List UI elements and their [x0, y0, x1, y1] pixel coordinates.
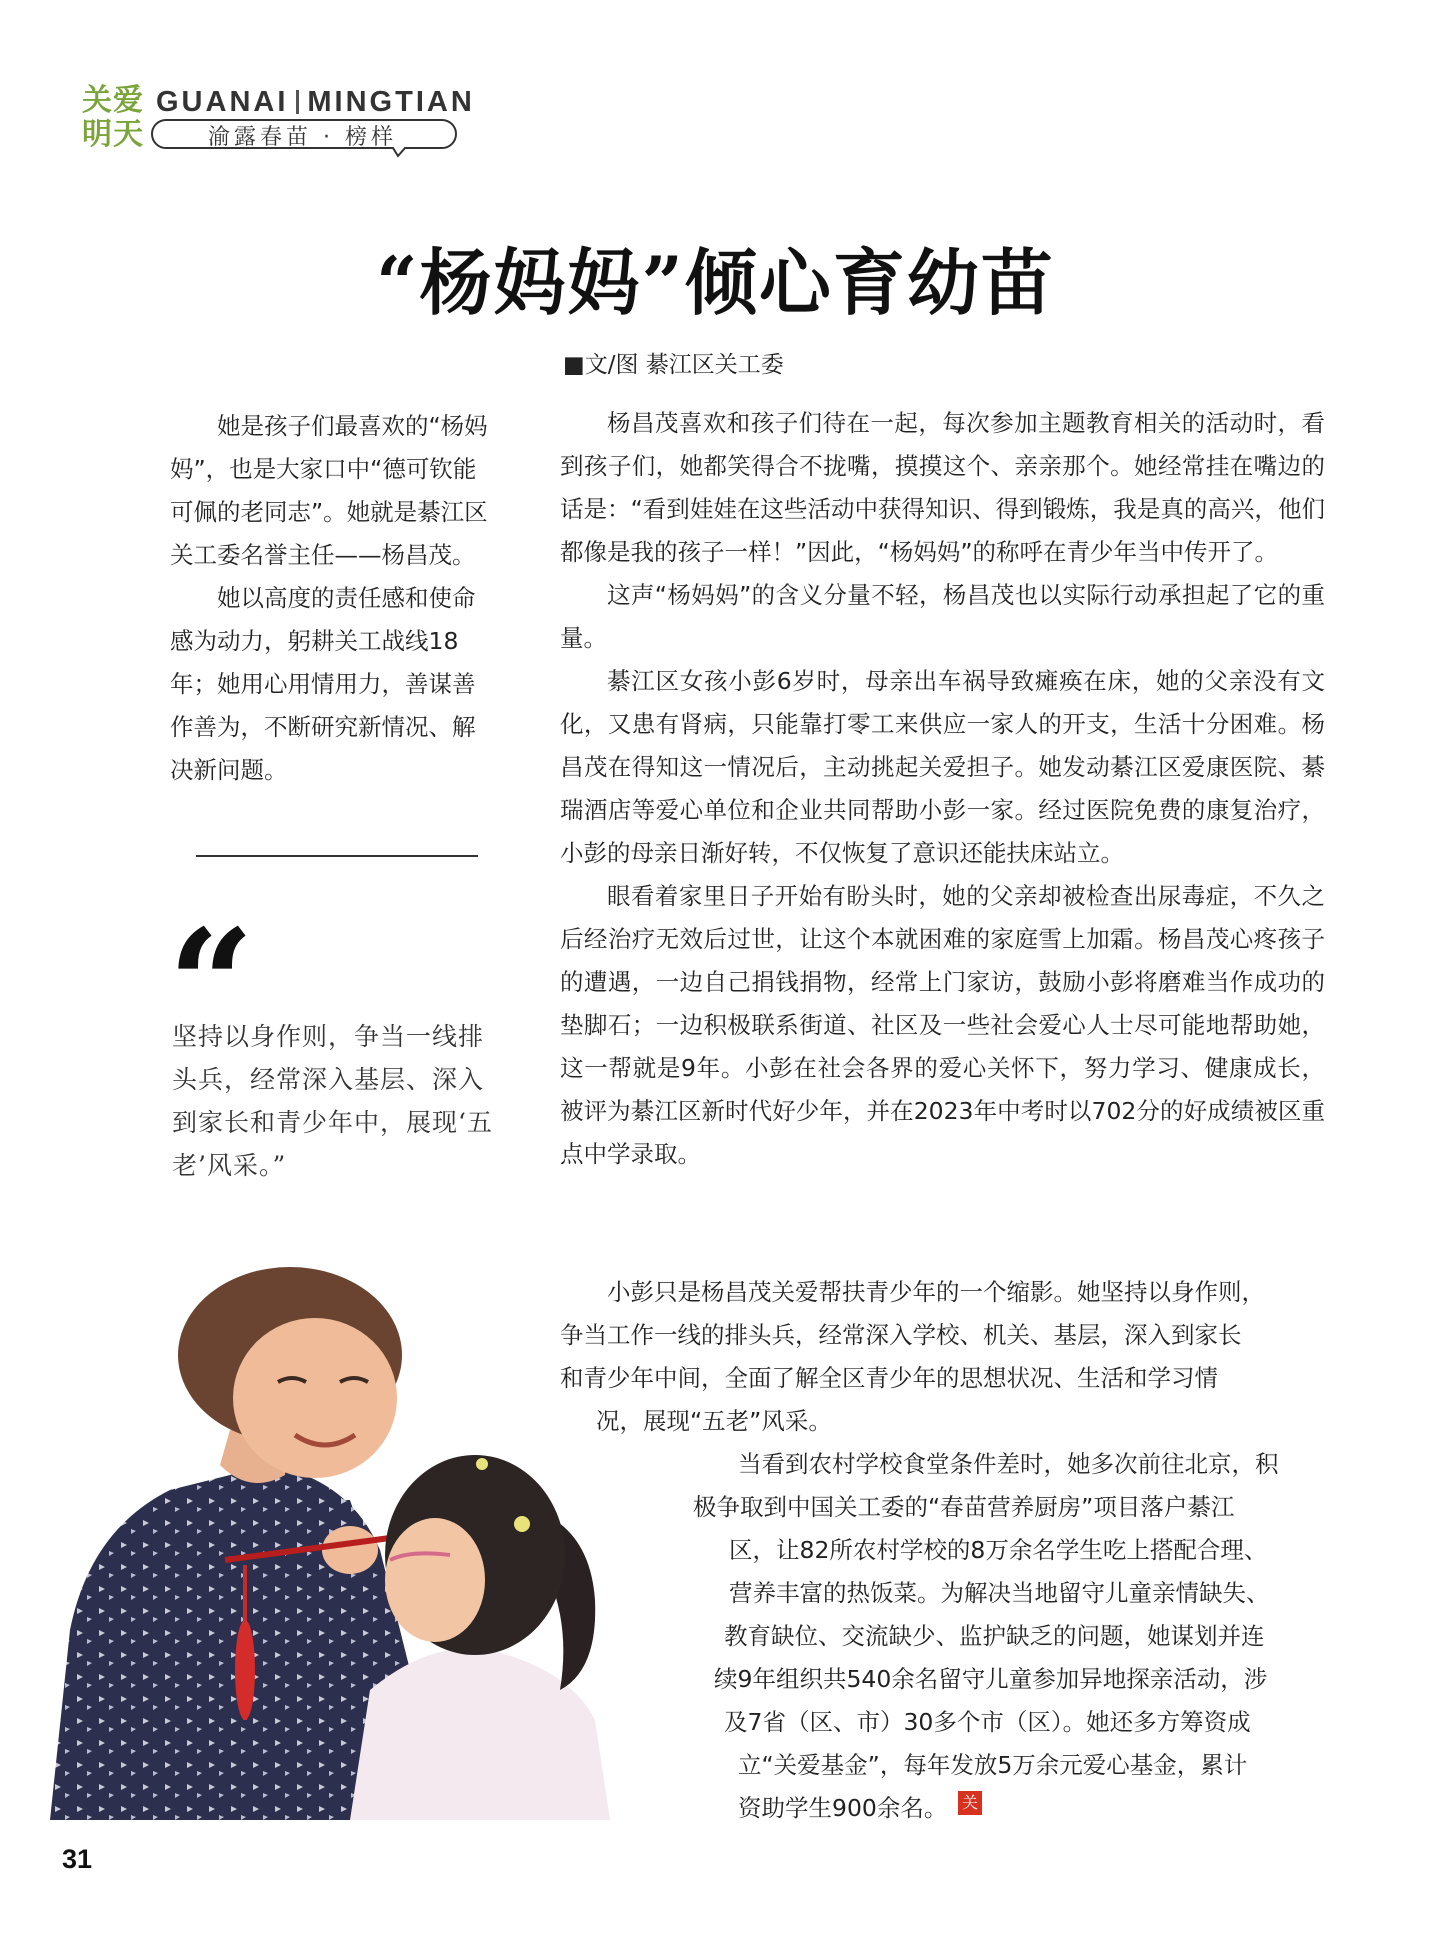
title-separator: [296, 90, 299, 114]
body-line: 及7省（区、市）30多个市（区）。她还多方筹资成: [724, 1708, 1251, 1736]
intro-paragraph: 她是孩子们最喜欢的“杨妈妈”，也是大家口中“德可钦能可佩的老同志”。她就是綦江区关工委名誉主任——杨昌茂。: [170, 412, 488, 569]
body-paragraph: 这声“杨妈妈”的含义分量不轻，杨昌茂也以实际行动承担起了它的重量。: [560, 581, 1325, 652]
column-name: 渝露春苗 · 榜样: [208, 125, 397, 150]
logo-char: 天: [113, 117, 143, 152]
intro-block: [170, 405, 490, 792]
logo-char: 明: [82, 117, 112, 152]
quote-mark-icon: “: [168, 897, 255, 1073]
body-line: 和青少年中间，全面了解全区青少年的思想状况、生活和学习情: [560, 1364, 1218, 1392]
body-line: 资助学生900余名。: [738, 1794, 948, 1822]
body-line: 续9年组织共540余名留守儿童参加异地探亲活动，涉: [714, 1665, 1268, 1693]
pull-quote: 坚持以身作则，争当一线排头兵，经常深入基层、深入到家长和青少年中，展现‘五老’风采。”: [172, 1022, 493, 1180]
body-line: 极争取到中国关工委的“春苗营养厨房”项目落户綦江: [693, 1493, 1235, 1521]
body-line: 当看到农村学校食堂条件差时，她多次前往北京，积: [738, 1450, 1279, 1478]
article-photo: [50, 1250, 710, 1820]
body-line: 营养丰富的热饭菜。为解决当地留守儿童亲情缺失、: [729, 1579, 1270, 1607]
body-line: 区，让82所农村学校的8万余名学生吃上搭配合理、: [729, 1536, 1268, 1564]
body-paragraph: 綦江区女孩小彭6岁时，母亲出车祸导致瘫痪在床，她的父亲没有文化，又患有肾病，只能靠打零工来供应一家人的开支，生活十分困难。杨昌茂在得知这一情况后，主动挑起关爱担子。她发动綦江区爱康医院、綦瑞酒店等爱心单位和企业共同帮助小彭一家。经过医院免费的康复治疗，小彭的母亲日渐好转，不仅恢复了意识还能扶床站立。: [560, 667, 1325, 867]
magazine-logo: [82, 83, 144, 158]
end-mark-icon: 关: [958, 1791, 982, 1815]
divider-line: [196, 855, 478, 857]
body-line: 争当工作一线的排头兵，经常深入学校、机关、基层，深入到家长: [560, 1321, 1242, 1349]
magazine-english-title: [156, 86, 475, 119]
logo-char: 关: [82, 83, 112, 118]
article-title: “杨妈妈”倾心育幼苗: [376, 240, 1055, 325]
intro-paragraph: 她以高度的责任感和使命感为动力，躬耕关工战线18年；她用心用情用力，善谋善作善为，不断研究新情况、解决新问题。: [170, 584, 476, 784]
body-line: 况，展现“五老”风采。: [596, 1407, 832, 1435]
logo-char: 爱: [113, 83, 143, 118]
body-line: 教育缺位、交流缺少、监护缺乏的问题，她谋划并连: [724, 1622, 1265, 1650]
english-word: MINGTIAN: [307, 86, 475, 118]
body-line: 小彭只是杨昌茂关爱帮扶青少年的一个缩影。她坚持以身作则，: [607, 1278, 1265, 1306]
article-body: [560, 402, 1325, 1176]
page-number: 31: [62, 1844, 93, 1874]
body-paragraph: 眼看着家里日子开始有盼头时，她的父亲却被检查出尿毒症，不久之后经治疗无效后过世，让这个本就困难的家庭雪上加霜。杨昌茂心疼孩子的遭遇，一边自己捐钱捐物，经常上门家访，鼓励小彭将磨难当作成功的垫脚石；一边积极联系街道、社区及一些社会爱心人士尽可能地帮助她，这一帮就是9年。小彭在社会各界的爱心关怀下，努力学习、健康成长，被评为綦江区新时代好少年，并在2023年中考时以702分的好成绩被区重点中学录取。: [560, 882, 1325, 1168]
english-word: GUANAI: [156, 86, 289, 118]
article-byline: ■文/图 綦江区关工委: [563, 352, 784, 378]
body-line: 立“关爱基金”，每年发放5万余元爱心基金，累计: [738, 1751, 1248, 1779]
body-paragraph: 杨昌茂喜欢和孩子们待在一起，每次参加主题教育相关的活动时，看到孩子们，她都笑得合不拢嘴，摸摸这个、亲亲那个。她经常挂在嘴边的话是：“看到娃娃在这些活动中获得知识、得到锻炼，我是真的高兴，他们都像是我的孩子一样！”因此，“杨妈妈”的称呼在青少年当中传开了。: [560, 409, 1325, 566]
